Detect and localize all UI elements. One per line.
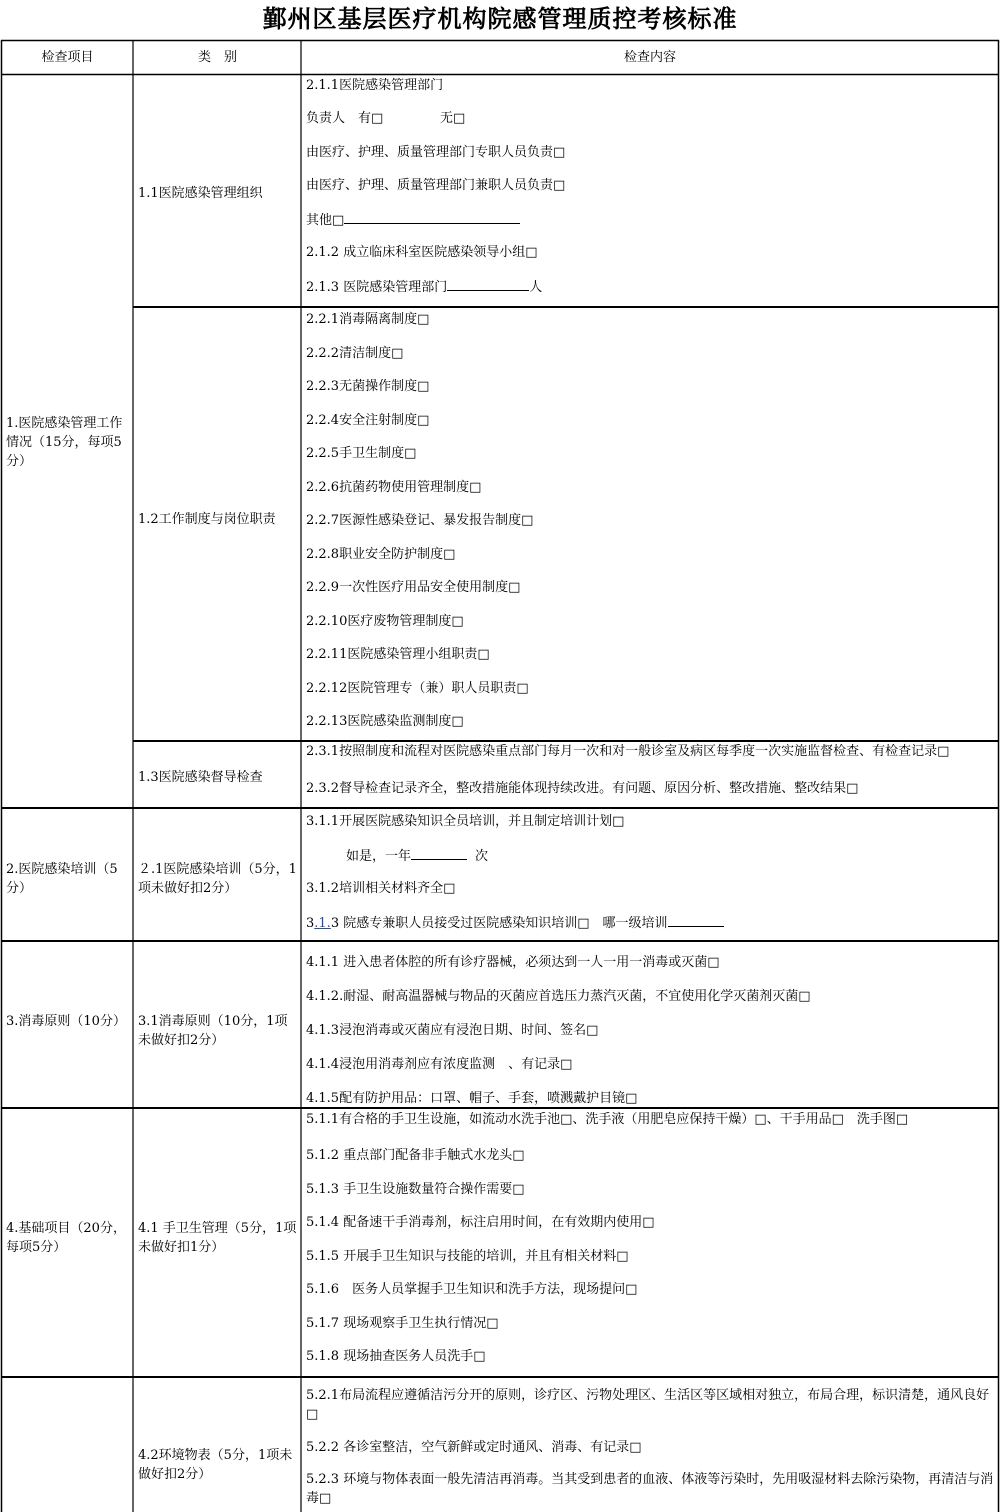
content-line — [306, 277, 542, 297]
content-text: 2.1.3 医院感染管理部门 — [306, 280, 448, 295]
section4-item: 4.基础项目（20分，每项5分） — [6, 1221, 126, 1255]
header-inspection-item: 检查项目 — [41, 50, 94, 65]
content-line: 2.2.11医院感染管理小组职责□ — [306, 647, 490, 662]
category-1-1: 1.1医院感染管理组织 — [138, 186, 263, 201]
content-line: 5.1.4 配备速干手消毒剂，标注启用时间，在有效期内使用□ — [306, 1215, 655, 1230]
content-line: 2.2.10医疗废物管理制度□ — [306, 613, 464, 629]
blank-underline — [447, 277, 529, 291]
content-text: 次 — [475, 849, 489, 864]
content-line: 2.2.6抗菌药物使用管理制度□ — [306, 479, 482, 495]
section3-item: 3.消毒原则（10分） — [6, 1014, 126, 1029]
content-line: 2.2.1消毒隔离制度□ — [306, 312, 430, 327]
content-line: 5.2.2 各诊室整洁，空气新鲜或定时通风、消毒、有记录□ — [306, 1440, 642, 1455]
category-3-1: 3.1消毒原则（10分，1项未做好扣2分） — [138, 1014, 288, 1048]
content-line: 2.2.8职业安全防护制度□ — [306, 546, 456, 562]
content-line: 2.1.1医院感染管理部门 — [306, 78, 444, 93]
section1-item: 1.医院感染管理工作情况（15分，每项5分） — [6, 416, 123, 469]
content-line: 5.2.1布局流程应遵循洁污分开的原则，诊疗区、污物处理区、生活区等区域相对独立，布局合理，标识清楚，通风良好□ — [306, 1388, 990, 1422]
content-line: 3.1.2培训相关材料齐全□ — [306, 881, 456, 896]
content-line: 5.1.8 现场抽查医务人员洗手□ — [306, 1349, 486, 1364]
content-line: 2.3.1按照制度和流程对医院感染重点部门每月一次和对一般诊室及病区每季度一次实施监督检查、有检查记录□ — [306, 744, 950, 759]
content-line: 无□ — [440, 111, 466, 126]
content-line — [306, 210, 520, 230]
content-line — [306, 913, 724, 933]
content-line: 2.2.4安全注射制度□ — [306, 412, 430, 428]
content-line: 5.1.3 手卫生设施数量符合操作需要□ — [306, 1181, 525, 1197]
content-line: 5.1.6 医务人员掌握手卫生知识和洗手方法，现场提问□ — [306, 1282, 638, 1297]
content-text: 3 院感专兼职人员接受过医院感染知识培训□ 哪一级培训 — [330, 916, 668, 931]
category-2-1: ２.1医院感染培训（5分，1项未做好扣2分） — [138, 862, 297, 896]
content-line: 2.2.3无菌操作制度□ — [306, 379, 430, 394]
content-line: 5.1.5 开展手卫生知识与技能的培训，并且有相关材料□ — [306, 1248, 629, 1264]
blank-underline — [344, 210, 520, 224]
content-line: 2.2.2清洁制度□ — [306, 345, 404, 361]
content-text: 人 — [529, 280, 543, 295]
content-text-link-style: .1. — [314, 916, 331, 931]
content-line: 负责人 有□ — [306, 111, 384, 126]
content-line: 2.2.12医院管理专（兼）职人员职责□ — [306, 680, 529, 696]
content-line: 2.2.7医源性感染登记、暴发报告制度□ — [306, 513, 534, 528]
content-line: 2.3.2督导检查记录齐全，整改措施能体现持续改进。有问题、原因分析、整改措施、整改结果□ — [306, 781, 859, 796]
content-line: 5.1.7 现场观察手卫生执行情况□ — [306, 1315, 499, 1331]
content-text: 如是，一年 — [346, 849, 412, 864]
content-line: 4.1.3浸泡消毒或灭菌应有浸泡日期、时间、签名□ — [306, 1023, 599, 1038]
content-line: 4.1.5配有防护用品：口罩、帽子、手套，喷溅戴护目镜□ — [306, 1091, 638, 1106]
category-4-1: 4.1 手卫生管理（5分，1项未做好扣1分） — [138, 1221, 297, 1255]
content-line: 5.1.2 重点部门配备非手触式水龙头□ — [306, 1148, 525, 1163]
category-1-2: 1.2工作制度与岗位职责 — [138, 512, 276, 527]
content-line: 4.1.2.耐湿、耐高温器械与物品的灭菌应首选压力蒸汽灭菌，不宜使用化学灭菌剂灭菌□ — [306, 989, 811, 1004]
content-line: 2.1.2 成立临床科室医院感染领导小组□ — [306, 245, 538, 260]
content-line: 4.1.1 进入患者体腔的所有诊疗器械，必须达到一人一用一消毒或灭菌□ — [306, 955, 720, 970]
category-1-3: 1.3医院感染督导检查 — [138, 770, 263, 785]
blank-underline — [668, 913, 724, 927]
content-line: 由医疗、护理、质量管理部门兼职人员负责□ — [306, 178, 566, 193]
header-category: 类 别 — [197, 50, 237, 65]
content-line: 5.2.3 环境与物体表面一般先清洁再消毒。当其受到患者的血液、体液等污染时，先用吸湿材料去除污染物，再清洁与消毒□ — [306, 1472, 994, 1506]
content-line: 2.2.9一次性医疗用品安全使用制度□ — [306, 580, 521, 595]
content-line: 2.2.5手卫生制度□ — [306, 446, 417, 461]
content-text: 其他□ — [306, 213, 345, 228]
content-line: 3.1.1开展医院感染知识全员培训，并且制定培训计划□ — [306, 814, 625, 829]
blank-underline — [411, 846, 467, 860]
content-text: 3 — [306, 916, 315, 931]
content-line: 4.1.4浸泡用消毒剂应有浓度监测 、有记录□ — [306, 1057, 573, 1072]
category-4-2: 4.2环境物表（5分，1项未做好扣2分） — [138, 1448, 293, 1482]
content-line — [346, 846, 488, 866]
section2-item: 2.医院感染培训（5分） — [6, 862, 118, 896]
header-inspection-content: 检查内容 — [623, 50, 676, 65]
content-line: 5.1.1有合格的手卫生设施，如流动水洗手池□、洗手液（用肥皂应保持干燥）□、干手用品□ 洗手图□ — [306, 1112, 909, 1127]
content-line: 2.2.13医院感染监测制度□ — [306, 714, 464, 729]
page-title: 鄞州区基层医疗机构院感管理质控考核标准 — [262, 5, 738, 33]
content-line: 由医疗、护理、质量管理部门专职人员负责□ — [306, 145, 566, 160]
